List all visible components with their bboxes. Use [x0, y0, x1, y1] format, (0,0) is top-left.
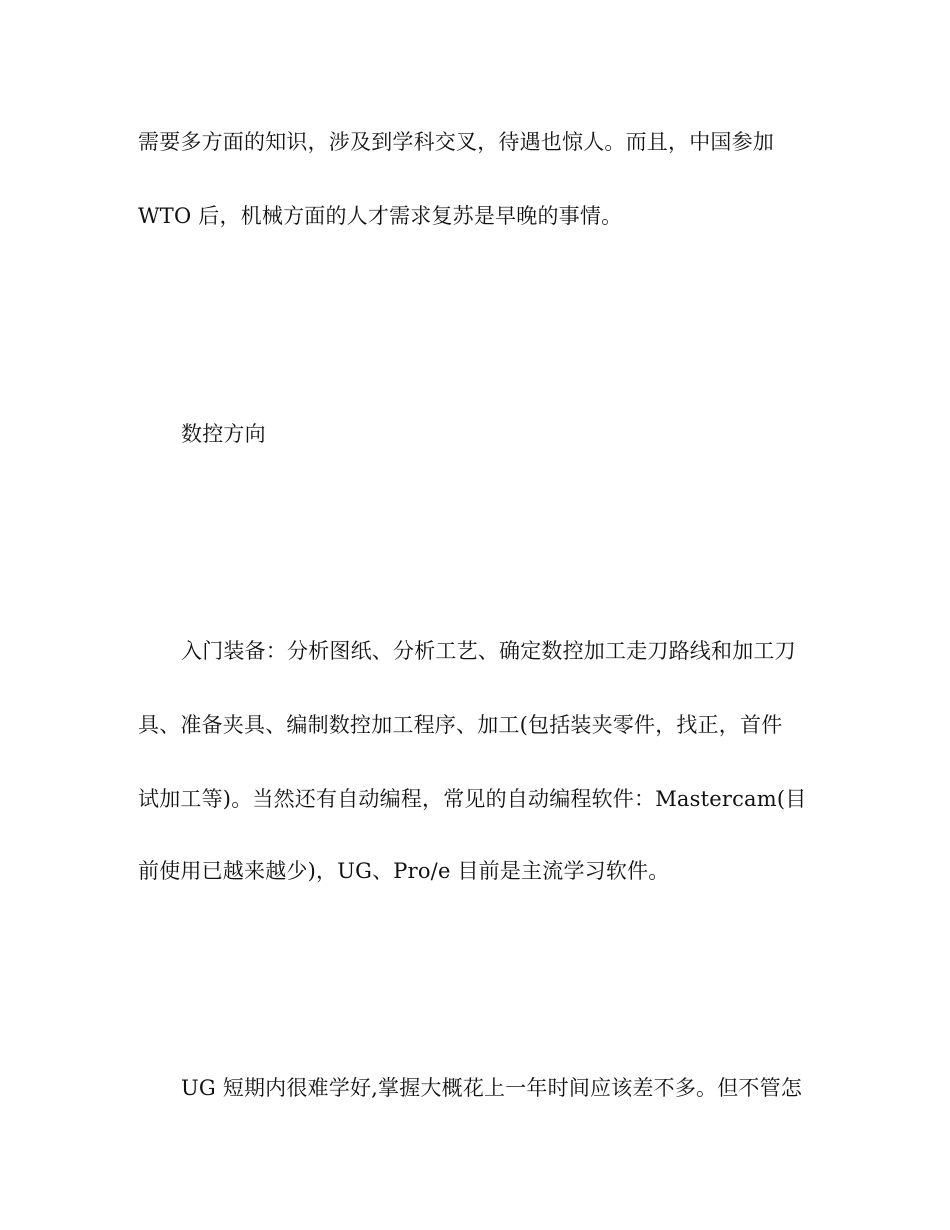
paragraph-1-line-2: WTO 后，机械方面的人才需求复苏是早晚的事情。: [138, 204, 623, 228]
paragraph-2-line-4: 前使用已越来越少)，UG、Pro/e 目前是主流学习软件。: [138, 859, 670, 883]
paragraph-2-line-1: 入门装备：分析图纸、分析工艺、确定数控加工走刀路线和加工刀: [181, 639, 796, 663]
paragraph-3-line-1: UG 短期内很难学好,掌握大概花上一年时间应该差不多。但不管怎: [181, 1076, 803, 1100]
paragraph-1-line-1: 需要多方面的知识，涉及到学科交叉，待遇也惊人。而且，中国参加: [138, 130, 774, 154]
section-heading: 数控方向: [181, 422, 266, 446]
paragraph-2-line-2: 具、准备夹具、编制数控加工程序、加工(包括装夹零件，找正，首件: [138, 713, 783, 737]
paragraph-2-line-3: 试加工等)。当然还有自动编程，常见的自动编程软件：Mastercam(目: [138, 787, 807, 811]
